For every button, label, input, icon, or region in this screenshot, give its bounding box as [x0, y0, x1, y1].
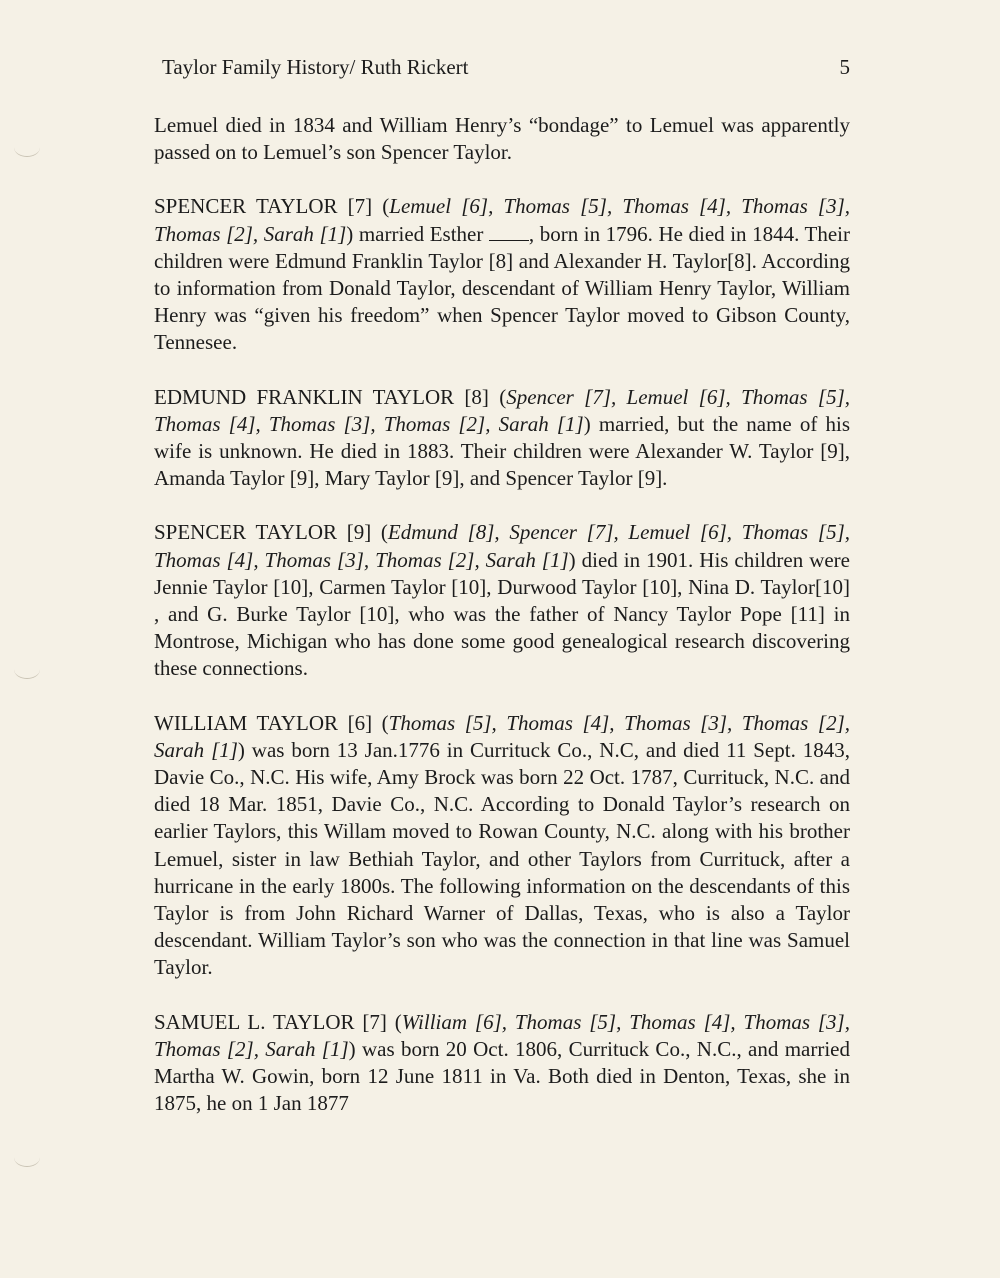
header-title: Taylor Family History/ Ruth Rickert — [162, 55, 469, 79]
paragraph-text: ) was born 20 Oct. 1806, Currituck Co., N.C., and married Martha W. Gowin, born 12 June 1811 in Va. Both died in Denton, Texas, she in 1875, he on 1 Jan 1877 — [154, 1036, 850, 1116]
body-text — [154, 112, 850, 1118]
paragraph — [154, 519, 850, 682]
entry-heading: WILLIAM TAYLOR [6] ( — [154, 710, 389, 735]
lineage: Spencer [7], Lemuel [6], Thomas [5], Thomas [4], Thomas [3], Thomas [2], Sarah [1] — [154, 384, 850, 436]
entry-heading: EDMUND FRANKLIN TAYLOR [8] ( — [154, 384, 507, 409]
paragraph-text: Lemuel died in 1834 and William Henry’s “bondage” to Lemuel was apparently passed on to Lemuel’s son Spencer Taylor. — [154, 113, 850, 165]
paragraph — [154, 384, 850, 493]
paragraph — [154, 710, 850, 982]
lineage: William [6], Thomas [5], Thomas [4], Thomas [3], Thomas [2], Sarah [1] — [154, 1009, 850, 1061]
paragraph-text: ) married, but the name of his wife is unknown. He died in 1883. Their children were Alexander W. Taylor [9], Amanda Taylor [9], Mary Taylor [9], and Spencer Taylor [9]. — [154, 411, 850, 491]
lineage: Edmund [8], Spencer [7], Lemuel [6], Thomas [5], Thomas [4], Thomas [3], Thomas [2], Sarah [1] — [154, 520, 850, 572]
blank-line — [489, 222, 529, 241]
entry-heading: SPENCER TAYLOR [9] ( — [154, 520, 388, 545]
entry-heading: SAMUEL L. TAYLOR [7] ( — [154, 1009, 402, 1034]
punch-hole — [14, 660, 40, 679]
page-header — [162, 55, 850, 85]
paragraph — [154, 193, 850, 356]
paragraph — [154, 1009, 850, 1118]
paragraph — [154, 112, 850, 166]
paragraph-text: , born in 1796. He died in 1844. Their children were Edmund Franklin Taylor [8] and Alexander H. Taylor[8]. According to information from Donald Taylor, descendant of William Henry Taylor, William Henry was “given his freedom” when Spencer Taylor moved to Gibson County, Tennesee. — [154, 221, 850, 355]
page-number: 5 — [839, 55, 850, 79]
punch-hole — [14, 138, 40, 157]
entry-heading: SPENCER TAYLOR [7] ( — [154, 194, 390, 219]
punch-hole — [14, 1148, 40, 1167]
paragraph-text: ) married Esther — [346, 221, 489, 246]
lineage: Thomas [5], Thomas [4], Thomas [3], Thomas [2], Sarah [1] — [154, 710, 851, 762]
paragraph-text: ) died in 1901. His children were Jennie Taylor [10], Carmen Taylor [10], Durwood Taylor [10], Nina D. Taylor[10] , and G. Burke Taylor [10], who was the father of Nancy Taylor Pope [11] in Montrose, Michigan who has done some good genealogical research discovering these connections. — [154, 547, 850, 681]
paragraph-text: ) was born 13 Jan.1776 in Currituck Co., N.C, and died 11 Sept. 1843, Davie Co., N.C. His wife, Amy Brock was born 22 Oct. 1787, Currituck, N.C. and died 18 Mar. 1851, Davie Co., N.C. According to Donald Taylor’s research on earlier Taylors, this Willam moved to Rowan County, N.C. along with his brother Lemuel, sister in law Bethiah Taylor, and other Taylors from Currituck, after a hurricane in the early 1800s. The following information on the descendants of this Taylor is from John Richard Warner of Dallas, Texas, who is also a Taylor descendant. William Taylor’s son who was the connection in that line was Samuel Taylor. — [154, 737, 850, 980]
lineage: Lemuel [6], Thomas [5], Thomas [4], Thomas [3], Thomas [2], Sarah [1] — [154, 194, 850, 246]
